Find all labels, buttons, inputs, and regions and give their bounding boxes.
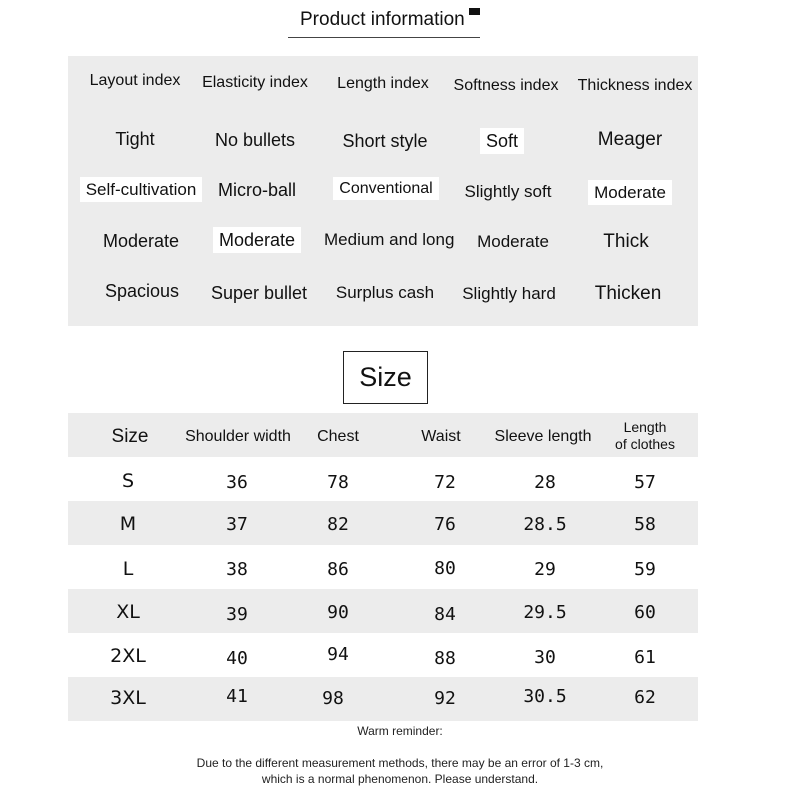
size-cell: 78 <box>327 472 349 493</box>
size-cell: 62 <box>634 687 656 708</box>
info-header: Length index <box>337 75 429 92</box>
size-cell: 28.5 <box>523 514 567 535</box>
size-header: Waist <box>421 428 461 445</box>
info-cell-highlight <box>323 180 449 198</box>
reminder-title: Warm reminder: <box>357 724 443 738</box>
reminder-text <box>0 755 800 787</box>
reminder-line: Due to the different measurement methods, there may be an error of 1-3 cm, <box>196 756 604 770</box>
info-cell-highlight <box>439 131 565 152</box>
size-cell: 3XL <box>110 687 146 709</box>
info-cell: Tight <box>115 129 155 149</box>
size-header: Size <box>111 426 149 447</box>
size-cell: 90 <box>327 602 349 623</box>
info-cell-highlight <box>194 230 320 251</box>
product-info-title-block <box>288 6 480 38</box>
size-cell: 59 <box>634 559 656 580</box>
table-row <box>68 457 698 501</box>
info-cell: Moderate <box>102 231 180 251</box>
size-cell: 30 <box>534 647 556 668</box>
info-cell: Conventional <box>333 177 438 200</box>
size-cell: 2XL <box>110 645 146 667</box>
size-header-line: of clothes <box>615 436 675 452</box>
info-header: Thickness index <box>577 77 693 94</box>
size-cell: S <box>121 470 135 492</box>
reminder-line: which is a normal phenomenon. Please understand. <box>261 772 539 786</box>
product-info-title: Product information <box>300 9 465 30</box>
size-cell: 88 <box>434 648 456 669</box>
size-cell: XL <box>116 601 140 623</box>
size-cell: 92 <box>434 688 456 709</box>
info-cell: Moderate <box>588 180 672 205</box>
info-header: Softness index <box>453 77 559 94</box>
size-cell: 80 <box>434 558 456 579</box>
info-cell: Meager <box>597 129 663 150</box>
size-cell: 84 <box>434 604 456 625</box>
info-cell: Surplus cash <box>335 283 435 302</box>
info-cell: Micro-ball <box>217 180 296 200</box>
size-cell: 29.5 <box>523 602 567 623</box>
size-header: Shoulder width <box>185 428 291 445</box>
info-cell: Self-cultivation <box>80 177 203 202</box>
title-mark <box>469 8 480 15</box>
info-cell: Super bullet <box>210 283 308 303</box>
size-cell: 76 <box>434 514 456 535</box>
size-cell: 36 <box>226 472 248 493</box>
info-cell-highlight <box>567 183 693 203</box>
size-cell: 60 <box>634 602 656 623</box>
info-cell: Thicken <box>594 283 662 304</box>
info-cell: Spacious <box>104 281 180 301</box>
size-cell: 57 <box>634 472 656 493</box>
size-cell: 41 <box>226 686 248 707</box>
size-cell: 28 <box>534 472 556 493</box>
info-cell: Soft <box>480 128 524 154</box>
product-info-panel <box>68 56 698 326</box>
size-cell: L <box>122 558 134 580</box>
size-cell: 37 <box>226 514 248 535</box>
size-cell: 94 <box>327 644 349 665</box>
size-cell: 38 <box>226 559 248 580</box>
info-header: Layout index <box>89 72 181 89</box>
size-cell: 61 <box>634 647 656 668</box>
title-underline <box>288 37 480 38</box>
size-cell: 72 <box>434 472 456 493</box>
info-cell: Short style <box>342 131 428 151</box>
info-cell: Moderate <box>477 232 549 251</box>
table-row <box>68 501 698 545</box>
size-cell: 98 <box>322 688 344 709</box>
size-cell: 82 <box>327 514 349 535</box>
table-row <box>68 589 698 633</box>
info-cell: Thick <box>603 231 649 252</box>
info-cell: Slightly hard <box>462 284 556 303</box>
size-table-header-row <box>68 413 698 457</box>
info-cell: Medium and long <box>324 230 455 249</box>
size-header-length <box>608 419 682 453</box>
table-row <box>68 633 698 677</box>
size-heading: Size <box>359 362 412 392</box>
size-cell: 58 <box>634 514 656 535</box>
info-cell: Slightly soft <box>464 182 552 201</box>
size-cell: 30.5 <box>523 686 567 707</box>
size-heading-box <box>343 351 428 404</box>
size-cell: 86 <box>327 559 349 580</box>
size-header: Chest <box>317 428 359 445</box>
info-cell: Moderate <box>213 227 301 253</box>
info-cell-highlight <box>78 180 204 200</box>
size-cell: 29 <box>534 559 556 580</box>
info-cell: No bullets <box>214 130 296 150</box>
size-cell: 40 <box>226 648 248 669</box>
size-cell: M <box>119 513 137 535</box>
table-row <box>68 677 698 721</box>
size-cell: 39 <box>226 604 248 625</box>
size-header: Sleeve length <box>494 428 592 445</box>
size-header-line: Length <box>623 419 667 435</box>
info-header: Elasticity index <box>202 74 308 91</box>
table-row <box>68 545 698 589</box>
